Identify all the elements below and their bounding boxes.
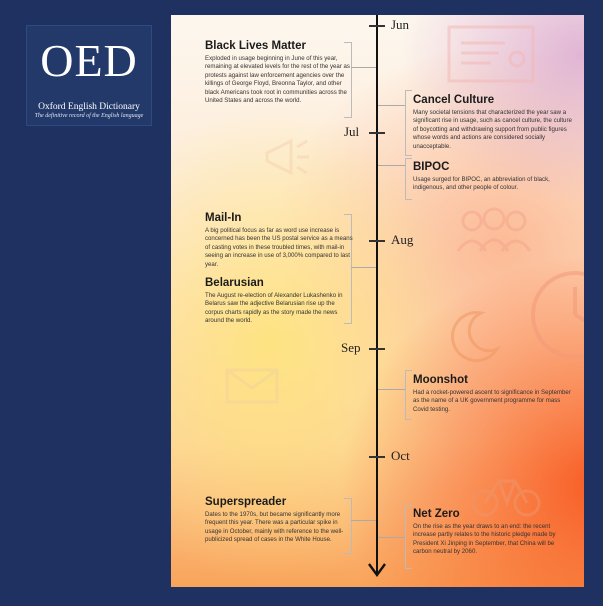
entry-connector xyxy=(378,105,405,106)
month-tick xyxy=(369,348,385,350)
entry-description: Exploded in usage beginning in June of this year, remaining at elevated levels for the rest of the year as protests against law enforcement agencies over the killings of George Floyd, Breonna Taylor, and other black Americans took root in communities across the United States and across the world. xyxy=(205,55,350,105)
month-tick xyxy=(369,456,385,458)
entry-term: Cancel Culture xyxy=(413,94,495,106)
month-label: Sep xyxy=(341,340,361,355)
month-label: Oct xyxy=(391,448,410,463)
month-label: Jul xyxy=(344,124,360,139)
entry-description: A big political focus as far as word use increase is concerned has been the US postal service as a means of casting votes in these troubled times, with mail-in seeing an increase in use of 3,000% compared to last year. xyxy=(205,227,353,268)
megaphone-icon xyxy=(261,133,317,183)
month-tick xyxy=(369,25,385,27)
entry-description: The August re-election of Alexander Lukashenko in Belarus saw the adjective Belarusian rise up the corpus charts rapidly as the story made the news around the world. xyxy=(205,292,343,325)
entry-term: Black Lives Matter xyxy=(205,40,306,52)
entry-moonshot xyxy=(413,373,573,414)
month-tick xyxy=(369,132,385,134)
month-label: Jun xyxy=(391,17,410,32)
envelope-icon xyxy=(223,360,281,406)
entry-term: Net Zero xyxy=(413,508,460,520)
entry-connector xyxy=(351,520,376,521)
entry-description: Usage surged for BIPOC, an abbreviation of black, indigenous, and other people of colour. xyxy=(413,176,550,192)
entry-belarusian xyxy=(205,276,353,326)
entry-cancel-culture xyxy=(413,93,573,151)
logo-name: Oxford English Dictionary xyxy=(38,102,140,112)
entry-term: BIPOC xyxy=(413,161,450,173)
entry-connector xyxy=(351,267,376,268)
entry-bracket xyxy=(405,370,412,420)
entry-description: Dates to the 1970s, but became significantly more frequent this year. There was a particular spike in usage in October, mainly with reference to the well-publicized spread of cases in the White House. xyxy=(205,511,344,544)
entry-description: Many societal tensions that characterized the year saw a significant rise in usage, such as cancel culture, the culture of boycotting and withdrawing support from public figures whose words and actions are considered socially unacceptable. xyxy=(413,109,572,150)
entry-connector xyxy=(351,67,376,68)
clock-icon xyxy=(523,265,584,365)
certificate-icon xyxy=(443,17,539,89)
month-label: Aug xyxy=(391,232,414,247)
entry-superspreader xyxy=(205,495,353,545)
entry-bipoc xyxy=(413,160,573,193)
oed-logo xyxy=(26,25,152,126)
month-tick xyxy=(369,240,385,242)
timeline-axis xyxy=(376,15,378,575)
moon-icon xyxy=(441,305,505,369)
entry-term: Moonshot xyxy=(413,374,468,386)
people-icon xyxy=(454,205,532,255)
entry-term: Mail-In xyxy=(205,212,242,224)
entry-connector xyxy=(378,537,405,538)
entry-black-lives-matter xyxy=(205,39,353,105)
entry-description: On the rise as the year draws to an end: the recent increase partly relates to the historic pledge made by President Xi Jinping in September, that China will be carbon neutral by 2060. xyxy=(413,523,556,556)
logo-tagline: The definitive record of the English language xyxy=(34,113,144,119)
entry-bracket xyxy=(405,505,412,569)
entry-bracket xyxy=(405,158,412,200)
entry-connector xyxy=(378,165,405,166)
entry-description: Had a rocket-powered ascent to significance in September as the name of a UK government programme for mass Covid testing. xyxy=(413,389,571,413)
entry-net-zero xyxy=(413,507,573,557)
logo-letters: OED xyxy=(40,35,138,86)
timeline-infographic xyxy=(171,15,584,587)
entry-term: Belarusian xyxy=(205,277,264,289)
entry-mail-in xyxy=(205,211,353,269)
entry-bracket xyxy=(405,90,412,156)
entry-term: Superspreader xyxy=(205,496,287,508)
entry-connector xyxy=(378,389,405,390)
arrow-down-icon xyxy=(367,562,387,578)
